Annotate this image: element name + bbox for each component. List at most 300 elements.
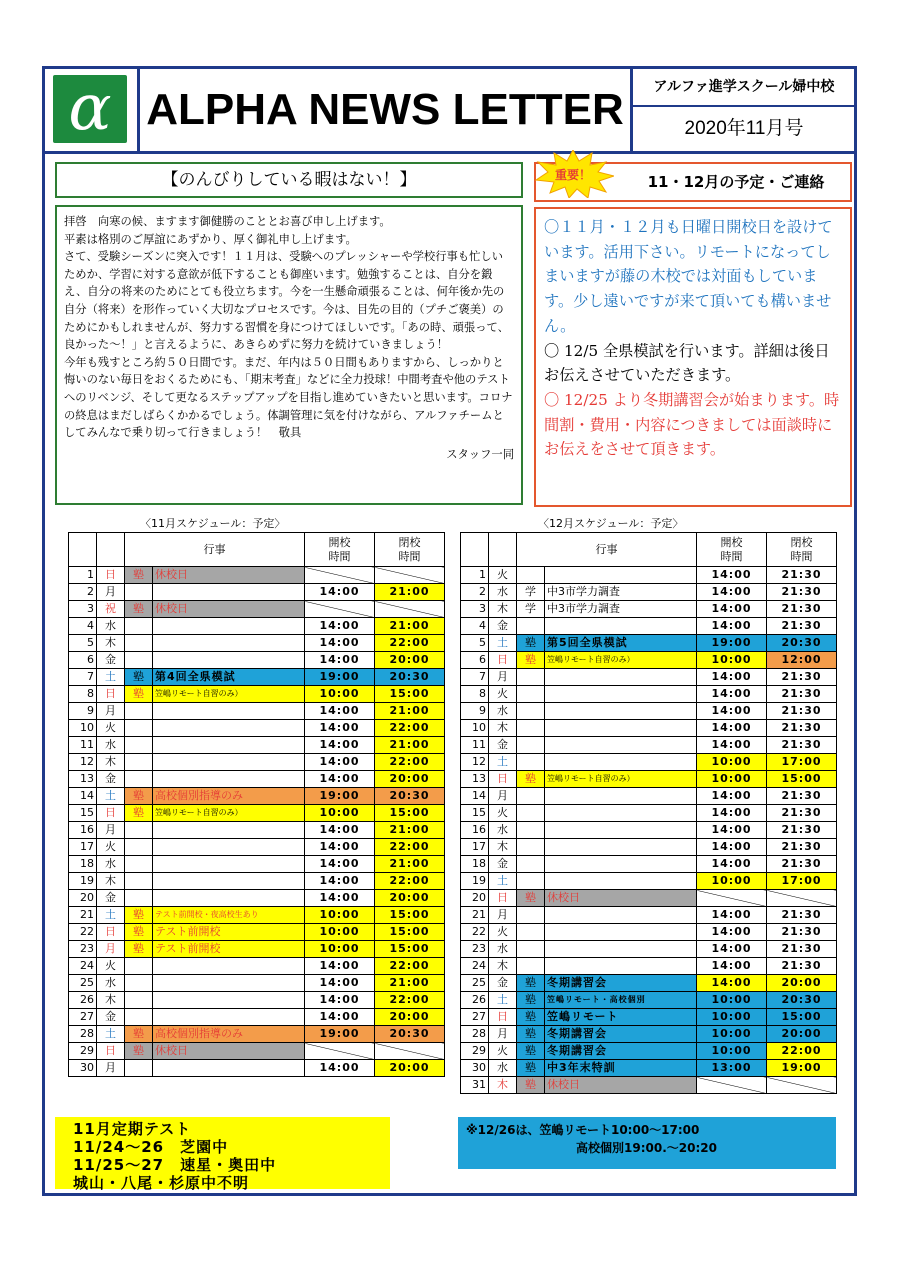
type-cell: [125, 720, 153, 737]
weekday-cell: 金: [489, 618, 517, 635]
type-cell: [125, 839, 153, 856]
open-time-cell: 10:00: [305, 907, 375, 924]
type-cell: 塾: [517, 771, 545, 788]
table-row: [69, 618, 445, 635]
date-cell: 29: [69, 1043, 97, 1060]
close-time-cell: 19:00: [767, 1060, 837, 1077]
open-time-cell: 19:00: [305, 1026, 375, 1043]
close-time-cell: 21:00: [375, 975, 445, 992]
test-schedule-note: [55, 1117, 390, 1192]
weekday-cell: 月: [97, 822, 125, 839]
date-cell: 20: [69, 890, 97, 907]
open-time-cell: 14:00: [697, 958, 767, 975]
open-time-cell: 10:00: [697, 1009, 767, 1026]
open-time-cell: 10:00: [697, 1026, 767, 1043]
table-row: [69, 890, 445, 907]
type-cell: [125, 890, 153, 907]
table-row: [461, 805, 837, 822]
event-cell: [545, 618, 697, 635]
note-line: 11/24～26 芝園中: [73, 1138, 229, 1156]
close-time-cell: [375, 567, 445, 584]
table-row: [69, 992, 445, 1009]
event-cell: [153, 873, 305, 890]
event-cell: 笠嶋リモート・高校個別: [545, 992, 697, 1009]
close-time-cell: 21:30: [767, 924, 837, 941]
event-cell: 休校日: [153, 601, 305, 618]
type-cell: [517, 703, 545, 720]
date-cell: 2: [69, 584, 97, 601]
type-cell: [125, 618, 153, 635]
event-cell: 高校個別指導のみ: [153, 788, 305, 805]
weekday-cell: 土: [97, 1026, 125, 1043]
date-cell: 9: [69, 703, 97, 720]
type-cell: [517, 720, 545, 737]
type-cell: 塾: [125, 601, 153, 618]
weekday-cell: 火: [489, 1043, 517, 1060]
table-row: [461, 652, 837, 669]
table-row: [461, 754, 837, 771]
type-cell: 塾: [517, 635, 545, 652]
type-cell: [125, 754, 153, 771]
weekday-cell: 水: [489, 941, 517, 958]
col-day-header: [489, 533, 517, 567]
open-time-cell: 10:00: [697, 1043, 767, 1060]
open-time-cell: 10:00: [697, 652, 767, 669]
event-cell: 冬期講習会: [545, 1043, 697, 1060]
event-cell: [153, 890, 305, 907]
table-row: [461, 958, 837, 975]
important-header: [534, 162, 852, 202]
open-time-cell: 14:00: [697, 839, 767, 856]
weekday-cell: 木: [97, 873, 125, 890]
close-time-cell: 15:00: [375, 924, 445, 941]
event-cell: [545, 737, 697, 754]
open-time-cell: 10:00: [305, 941, 375, 958]
event-cell: [153, 856, 305, 873]
event-cell: [153, 703, 305, 720]
open-time-cell: 14:00: [305, 873, 375, 890]
event-cell: [545, 958, 697, 975]
type-cell: [125, 737, 153, 754]
event-cell: 第4回全県模試: [153, 669, 305, 686]
event-cell: [153, 754, 305, 771]
table-row: [461, 1009, 837, 1026]
close-time-cell: 21:30: [767, 839, 837, 856]
close-time-cell: 20:30: [767, 635, 837, 652]
event-cell: [153, 1009, 305, 1026]
open-time-cell: 14:00: [305, 618, 375, 635]
open-time-cell: 10:00: [697, 754, 767, 771]
open-time-cell: 14:00: [305, 1060, 375, 1077]
close-time-cell: 20:30: [375, 1026, 445, 1043]
event-cell: テスト前開校・夜高校生あり: [153, 907, 305, 924]
open-time-cell: 14:00: [697, 737, 767, 754]
weekday-cell: 祝: [97, 601, 125, 618]
table-row: [461, 669, 837, 686]
type-cell: [125, 975, 153, 992]
table-row: [69, 1026, 445, 1043]
open-time-cell: 14:00: [697, 703, 767, 720]
weekday-cell: 金: [97, 652, 125, 669]
close-time-cell: 20:00: [375, 1060, 445, 1077]
weekday-cell: 月: [97, 1060, 125, 1077]
date-cell: 11: [461, 737, 489, 754]
date-cell: 26: [69, 992, 97, 1009]
event-cell: [153, 584, 305, 601]
type-cell: 塾: [517, 652, 545, 669]
type-cell: [517, 958, 545, 975]
col-open-header: 開校 時間: [697, 533, 767, 567]
close-time-cell: 21:30: [767, 703, 837, 720]
notice-item: 〇１１月・１２月も日曜日開校日を設けています。活用下さい。リモートになってしまいますが藤の木校では対面もしています。少し遠いですが来て頂いても構いません。: [544, 218, 833, 335]
open-time-cell: 10:00: [305, 686, 375, 703]
weekday-cell: 火: [489, 686, 517, 703]
weekday-cell: 土: [489, 635, 517, 652]
weekday-cell: 火: [489, 924, 517, 941]
table-row: [69, 873, 445, 890]
close-time-cell: 21:00: [375, 856, 445, 873]
table-row: [69, 686, 445, 703]
type-cell: 塾: [125, 686, 153, 703]
col-close-header: 閉校 時間: [375, 533, 445, 567]
event-cell: 休校日: [153, 567, 305, 584]
table-row: [461, 941, 837, 958]
newsletter-title: ALPHA NEWS LETTER: [140, 69, 633, 151]
close-time-cell: 20:00: [767, 975, 837, 992]
close-time-cell: 21:30: [767, 584, 837, 601]
event-cell: [545, 822, 697, 839]
date-cell: 28: [461, 1026, 489, 1043]
close-time-cell: 20:00: [375, 652, 445, 669]
close-time-cell: 21:30: [767, 567, 837, 584]
type-cell: [517, 788, 545, 805]
table-row: [461, 890, 837, 907]
open-time-cell: 14:00: [697, 669, 767, 686]
event-cell: [153, 652, 305, 669]
col-date-header: [69, 533, 97, 567]
close-time-cell: 20:00: [375, 890, 445, 907]
weekday-cell: 金: [489, 975, 517, 992]
type-cell: [125, 873, 153, 890]
table-row: [461, 788, 837, 805]
weekday-cell: 水: [489, 1060, 517, 1077]
type-cell: 塾: [125, 567, 153, 584]
open-time-cell: 14:00: [305, 635, 375, 652]
date-cell: 3: [69, 601, 97, 618]
weekday-cell: 日: [97, 924, 125, 941]
table-row: [461, 737, 837, 754]
close-time-cell: 21:00: [375, 584, 445, 601]
open-time-cell: [305, 1043, 375, 1060]
event-cell: [545, 941, 697, 958]
table-row: [69, 669, 445, 686]
table-row: [69, 584, 445, 601]
date-cell: 14: [461, 788, 489, 805]
date-cell: 17: [461, 839, 489, 856]
date-cell: 17: [69, 839, 97, 856]
date-cell: 7: [69, 669, 97, 686]
open-time-cell: [697, 890, 767, 907]
table-row: [69, 737, 445, 754]
table-row: [461, 771, 837, 788]
date-cell: 2: [461, 584, 489, 601]
event-cell: 第5回全県模試: [545, 635, 697, 652]
date-cell: 30: [69, 1060, 97, 1077]
table-row: [461, 856, 837, 873]
weekday-cell: 金: [489, 737, 517, 754]
weekday-cell: 日: [97, 686, 125, 703]
date-cell: 27: [461, 1009, 489, 1026]
event-cell: 冬期講習会: [545, 1026, 697, 1043]
open-time-cell: 14:00: [305, 822, 375, 839]
november-caption: 〈11月スケジュール：予定〉: [140, 517, 286, 530]
type-cell: [517, 873, 545, 890]
open-time-cell: 19:00: [697, 635, 767, 652]
table-row: [69, 958, 445, 975]
event-cell: [545, 703, 697, 720]
open-time-cell: 14:00: [305, 1009, 375, 1026]
close-time-cell: 21:30: [767, 788, 837, 805]
type-cell: [517, 822, 545, 839]
table-row: [69, 720, 445, 737]
event-cell: [545, 907, 697, 924]
open-time-cell: 14:00: [305, 703, 375, 720]
important-burst-icon: [532, 150, 614, 198]
weekday-cell: 木: [97, 992, 125, 1009]
event-cell: [153, 720, 305, 737]
date-cell: 12: [69, 754, 97, 771]
date-cell: 31: [461, 1077, 489, 1094]
weekday-cell: 木: [489, 958, 517, 975]
table-row: [69, 822, 445, 839]
type-cell: 学: [517, 584, 545, 601]
weekday-cell: 水: [97, 737, 125, 754]
table-row: [69, 805, 445, 822]
important-badge: 重要！: [554, 168, 591, 182]
table-row: [69, 907, 445, 924]
weekday-cell: 木: [489, 839, 517, 856]
date-cell: 10: [69, 720, 97, 737]
type-cell: 塾: [125, 907, 153, 924]
type-cell: [125, 958, 153, 975]
event-cell: 休校日: [153, 1043, 305, 1060]
close-time-cell: 22:00: [375, 839, 445, 856]
date-cell: 25: [461, 975, 489, 992]
weekday-cell: 水: [489, 822, 517, 839]
table-row: [69, 1009, 445, 1026]
close-time-cell: 20:00: [767, 1026, 837, 1043]
open-time-cell: [697, 1077, 767, 1094]
open-time-cell: [305, 567, 375, 584]
date-cell: 16: [69, 822, 97, 839]
date-cell: 8: [461, 686, 489, 703]
table-row: [461, 839, 837, 856]
close-time-cell: 22:00: [375, 635, 445, 652]
open-time-cell: 14:00: [697, 822, 767, 839]
weekday-cell: 金: [97, 771, 125, 788]
type-cell: 塾: [517, 992, 545, 1009]
close-time-cell: 21:30: [767, 669, 837, 686]
table-row: [69, 754, 445, 771]
table-row: [461, 992, 837, 1009]
weekday-cell: 日: [489, 890, 517, 907]
event-cell: [545, 669, 697, 686]
weekday-cell: 水: [489, 703, 517, 720]
type-cell: 塾: [125, 788, 153, 805]
date-cell: 4: [461, 618, 489, 635]
close-time-cell: 21:00: [375, 703, 445, 720]
close-time-cell: 21:00: [375, 822, 445, 839]
table-row: [461, 1077, 837, 1094]
event-cell: [545, 788, 697, 805]
close-time-cell: 20:00: [375, 771, 445, 788]
table-row: [461, 1060, 837, 1077]
table-row: [69, 601, 445, 618]
date-cell: 10: [461, 720, 489, 737]
weekday-cell: 木: [97, 635, 125, 652]
type-cell: 塾: [125, 805, 153, 822]
date-cell: 12: [461, 754, 489, 771]
table-row: [461, 635, 837, 652]
close-time-cell: [375, 1043, 445, 1060]
date-cell: 28: [69, 1026, 97, 1043]
date-cell: 22: [461, 924, 489, 941]
open-time-cell: 14:00: [305, 737, 375, 754]
type-cell: [517, 737, 545, 754]
date-cell: 18: [461, 856, 489, 873]
weekday-cell: 月: [97, 941, 125, 958]
close-time-cell: [375, 601, 445, 618]
type-cell: [125, 771, 153, 788]
weekday-cell: 木: [489, 601, 517, 618]
col-event-header: 行事: [517, 533, 697, 567]
event-cell: [545, 754, 697, 771]
open-time-cell: 10:00: [697, 873, 767, 890]
date-cell: 6: [69, 652, 97, 669]
close-time-cell: 20:00: [375, 1009, 445, 1026]
table-row: [69, 1043, 445, 1060]
note-line: 城山・八尾・杉原中不明: [73, 1174, 250, 1192]
close-time-cell: 22:00: [375, 720, 445, 737]
date-cell: 11: [69, 737, 97, 754]
open-time-cell: [305, 601, 375, 618]
event-cell: [153, 958, 305, 975]
type-cell: 塾: [125, 669, 153, 686]
open-time-cell: 14:00: [305, 958, 375, 975]
weekday-cell: 水: [97, 618, 125, 635]
date-cell: 8: [69, 686, 97, 703]
close-time-cell: 21:30: [767, 618, 837, 635]
type-cell: 塾: [517, 1009, 545, 1026]
date-cell: 16: [461, 822, 489, 839]
notice-item: 〇 12/5 全県模試を行います。詳細は後日お伝えさせていただきます。: [544, 341, 830, 385]
close-time-cell: 15:00: [375, 686, 445, 703]
weekday-cell: 水: [489, 584, 517, 601]
table-row: [69, 839, 445, 856]
type-cell: 学: [517, 601, 545, 618]
letter-paragraph: 拝啓 向寒の候、ますます御健勝のこととお喜び申し上げます。: [64, 215, 391, 228]
note-line: 11月定期テスト: [73, 1120, 192, 1138]
type-cell: [125, 584, 153, 601]
weekday-cell: 木: [489, 720, 517, 737]
weekday-cell: 火: [489, 567, 517, 584]
col-close-header: 閉校 時間: [767, 533, 837, 567]
close-time-cell: 21:30: [767, 822, 837, 839]
logo: [45, 69, 140, 151]
weekday-cell: 月: [489, 1026, 517, 1043]
open-time-cell: 14:00: [697, 601, 767, 618]
event-cell: [153, 975, 305, 992]
open-time-cell: 14:00: [305, 652, 375, 669]
event-cell: テスト前開校: [153, 941, 305, 958]
type-cell: [125, 856, 153, 873]
weekday-cell: 月: [489, 669, 517, 686]
table-row: [461, 924, 837, 941]
date-cell: 23: [461, 941, 489, 958]
school-name: アルファ進学スクール婦中校: [633, 69, 855, 107]
open-time-cell: 14:00: [697, 584, 767, 601]
letter-paragraph: さて、受験シーズンに突入です！１１月は、受験へのプレッシャーや学校行事も忙しいためか、学習に対する意欲が低下することも御座います。勉強することは、自分を鍛え、自分の将来のためにとても役立ちます。今を一生懸命頑張ることは、何年後か先の自分（将来）を形作っていく大切なプロセスです。今は、目先の目的（プチご褒美）のためにかもしれませんが、努力する習慣を身につけてほしいです。「あの時、頑張って、良かった～！」と言えるように、あきらめずに努力を続けていきましょう！: [64, 250, 509, 352]
weekday-cell: 水: [97, 856, 125, 873]
type-cell: 塾: [517, 890, 545, 907]
type-cell: [125, 635, 153, 652]
date-cell: 24: [69, 958, 97, 975]
event-cell: 笠嶋リモート自習のみ）: [545, 771, 697, 788]
note-line: 11/25～27 速星・奥田中: [73, 1156, 277, 1174]
weekday-cell: 土: [97, 907, 125, 924]
close-time-cell: 21:30: [767, 601, 837, 618]
type-cell: [517, 805, 545, 822]
close-time-cell: 22:00: [767, 1043, 837, 1060]
event-cell: 中3市学力調査: [545, 584, 697, 601]
date-cell: 1: [461, 567, 489, 584]
open-time-cell: 14:00: [697, 788, 767, 805]
event-cell: 笠嶋リモート: [545, 1009, 697, 1026]
event-cell: [545, 839, 697, 856]
date-cell: 21: [69, 907, 97, 924]
col-event-header: 行事: [125, 533, 305, 567]
weekday-cell: 土: [489, 754, 517, 771]
date-cell: 20: [461, 890, 489, 907]
weekday-cell: 土: [97, 788, 125, 805]
note-line: 高校個別19:00.～20:20: [576, 1141, 717, 1155]
type-cell: [125, 1060, 153, 1077]
table-row: [461, 567, 837, 584]
date-cell: 18: [69, 856, 97, 873]
event-cell: [545, 686, 697, 703]
type-cell: [125, 822, 153, 839]
open-time-cell: 14:00: [697, 924, 767, 941]
letter-paragraph: 今年も残すところ約５０日間です。まだ、年内は５０日間もありますから、しっかりと悔いのない毎日をおくるためにも、「期末考査」などに全力投球！中間考査や他のテストへのリベンジ、そして更なるステップアップを目指し進めていきたいと思います。コロナの終息はまだしばらくかかるでしょう。体調管理に気を付けながら、アルファチームとしてみんなで乗り切って行きましょう！ 敬具: [64, 355, 513, 440]
event-cell: [153, 737, 305, 754]
event-cell: [545, 567, 697, 584]
close-time-cell: [767, 1077, 837, 1094]
date-cell: 3: [461, 601, 489, 618]
open-time-cell: 10:00: [697, 992, 767, 1009]
open-time-cell: 14:00: [305, 856, 375, 873]
type-cell: [517, 686, 545, 703]
event-cell: [545, 856, 697, 873]
letter-signature: スタッフ一同: [446, 447, 514, 461]
close-time-cell: 21:30: [767, 737, 837, 754]
type-cell: 塾: [125, 941, 153, 958]
open-time-cell: 14:00: [305, 992, 375, 1009]
type-cell: [125, 1009, 153, 1026]
important-title: 11・12月の予定・ご連絡: [647, 173, 825, 191]
type-cell: [517, 669, 545, 686]
close-time-cell: 21:00: [375, 737, 445, 754]
table-row: [69, 703, 445, 720]
